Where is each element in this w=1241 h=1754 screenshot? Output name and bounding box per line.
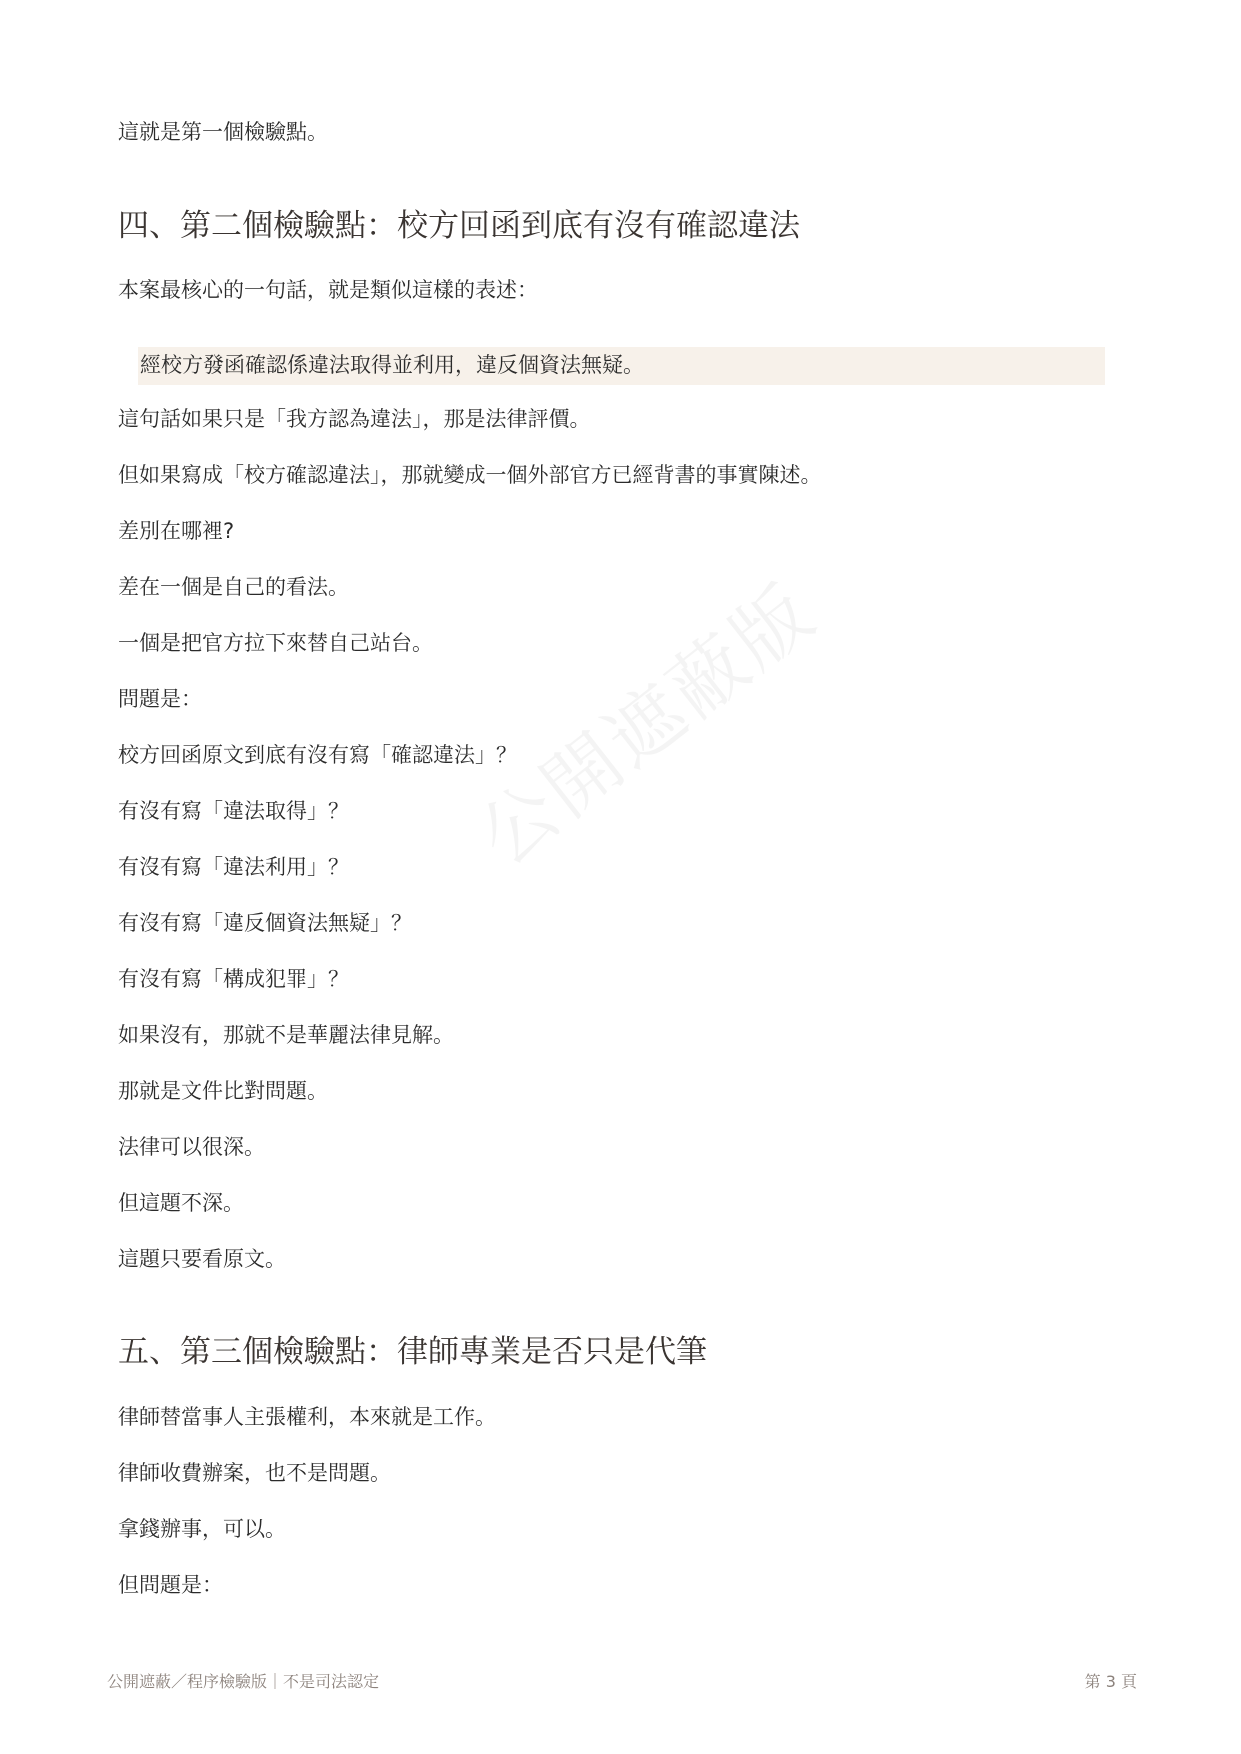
paragraph: 但問題是：	[118, 1573, 223, 1597]
section-heading-4: 四、第二個檢驗點：校方回函到底有沒有確認違法	[118, 208, 800, 244]
paragraph: 有沒有寫「違反個資法無疑」？	[118, 911, 412, 935]
paragraph: 一個是把官方拉下來替自己站台。	[118, 631, 433, 655]
paragraph: 律師替當事人主張權利，本來就是工作。	[118, 1405, 496, 1429]
paragraph: 有沒有寫「構成犯罪」？	[118, 967, 349, 991]
paragraph: 法律可以很深。	[118, 1135, 265, 1159]
paragraph: 有沒有寫「違法利用」？	[118, 855, 349, 879]
section-heading-5: 五、第三個檢驗點：律師專業是否只是代筆	[118, 1334, 707, 1370]
paragraph: 這句話如果只是「我方認為違法」，那是法律評價。	[118, 407, 591, 431]
paragraph: 律師收費辦案，也不是問題。	[118, 1461, 391, 1485]
paragraph: 那就是文件比對問題。	[118, 1079, 328, 1103]
paragraph: 校方回函原文到底有沒有寫「確認違法」？	[118, 743, 517, 767]
paragraph: 問題是：	[118, 687, 202, 711]
paragraph: 這題只要看原文。	[118, 1247, 286, 1271]
paragraph-lead: 本案最核心的一句話，就是類似這樣的表述：	[118, 278, 538, 302]
paragraph: 差別在哪裡?	[118, 519, 235, 543]
footer-text: 公開遮蔽／程序檢驗版｜不是司法認定	[107, 1672, 380, 1691]
paragraph: 但這題不深。	[118, 1191, 244, 1215]
paragraph: 差在一個是自己的看法。	[118, 575, 349, 599]
quote-text: 經校方發函確認係違法取得並利用，違反個資法無疑。	[140, 353, 644, 377]
paragraph: 拿錢辦事，可以。	[118, 1517, 286, 1541]
paragraph: 有沒有寫「違法取得」？	[118, 799, 349, 823]
paragraph-intro: 這就是第一個檢驗點。	[118, 120, 328, 144]
paragraph: 如果沒有，那就不是華麗法律見解。	[118, 1023, 454, 1047]
watermark	[452, 554, 834, 886]
paragraph: 但如果寫成「校方確認違法」，那就變成一個外部官方已經背書的事實陳述。	[118, 463, 822, 487]
page-number: 第 3 頁	[1084, 1672, 1137, 1691]
